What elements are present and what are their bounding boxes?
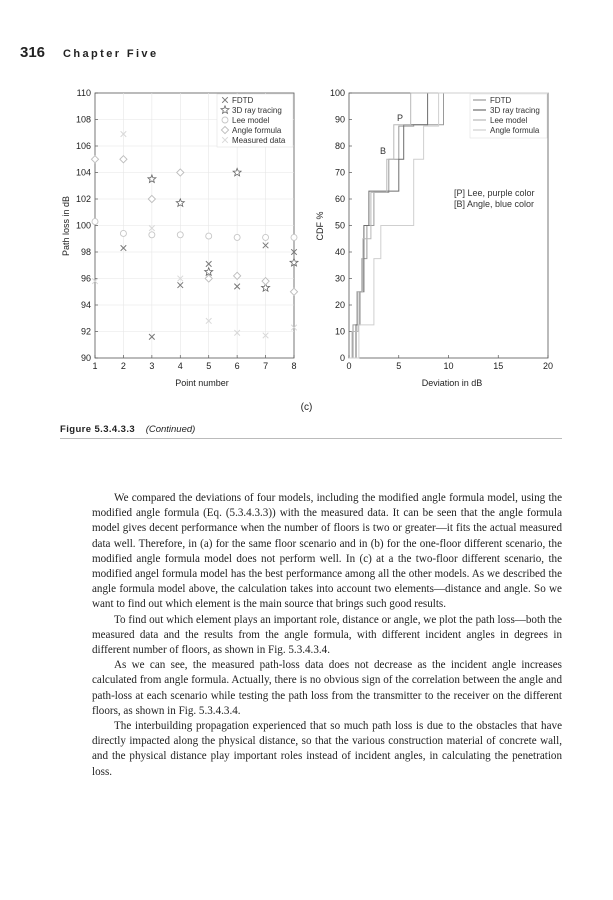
chart-right-ytick-label: 90 xyxy=(334,114,345,125)
body-text xyxy=(92,491,562,780)
chart-left-point-lee-model xyxy=(149,232,155,238)
chart-right-xlabel: Deviation in dB xyxy=(421,378,483,388)
chart-left-point-lee-model xyxy=(92,219,98,225)
figure-charts xyxy=(0,0,613,420)
chart-left-ytick-label: 92 xyxy=(80,326,91,337)
chart-right-xtick-label: 0 xyxy=(346,361,352,371)
paragraph-3: As we can see, the measured path-loss data does not decrease as the incident angle increases calculated from angle formula. Actually, there is no obvious sign of the correlation between the angle and path-loss at each scenario while testing the path loss from the transmitter to the receiver on the different floors, as shown in Fig. 5.3.4.3.4. xyxy=(92,659,562,717)
chart-left-xtick-label: 6 xyxy=(234,361,240,371)
chart-right-ytick-label: 80 xyxy=(334,141,345,151)
chart-left-xtick-label: 4 xyxy=(177,361,183,371)
chart-right-xtick-label: 15 xyxy=(493,361,504,371)
chart-left-xtick-label: 7 xyxy=(263,361,269,371)
chart-right-ytick-label: 70 xyxy=(334,167,345,178)
chart-left-ytick-label: 90 xyxy=(80,353,91,363)
paragraph-2: To find out which element plays an important role, distance or angle, we plot the path loss—both the measured data and the results from the angle formula, with different incident angles in degrees in different number of floors, as shown in Fig. 5.3.4.3.4. xyxy=(92,613,562,657)
chart-left-ytick-label: 106 xyxy=(75,141,91,151)
chart-left-ytick-label: 102 xyxy=(75,194,91,204)
chart-left-legend-marker-lee-model xyxy=(222,117,228,123)
chart-left-legend xyxy=(217,94,293,147)
chart-left-legend-fdtd: FDTD xyxy=(232,96,254,105)
chart-right-ytick-label: 40 xyxy=(334,247,345,257)
chart-left-point-lee-model xyxy=(120,230,126,236)
chart-left-ytick-label: 104 xyxy=(75,167,91,178)
chart-left-point-lee-model xyxy=(206,233,212,239)
chart-left-ytick-label: 110 xyxy=(76,88,91,98)
chart-right-ytick-label: 10 xyxy=(334,326,345,337)
page-number: 316 xyxy=(20,44,46,61)
chart-left-point-lee-model xyxy=(263,234,269,240)
chart-left-point-lee-model xyxy=(291,234,297,240)
chart-right-ytick-label: 60 xyxy=(334,194,345,204)
chart-left-ytick-label: 96 xyxy=(80,273,91,284)
chart-right-ylabel: CDF % xyxy=(315,211,325,241)
chart-left-legend-measured: Measured data xyxy=(232,136,286,145)
chart-left-legend-raytracing: 3D ray tracing xyxy=(232,106,282,115)
chart-left-point-lee-model xyxy=(234,234,240,240)
figure-label: Figure 5.3.4.3.3 xyxy=(60,424,136,435)
chart-left-xtick-label: 5 xyxy=(206,361,212,371)
chart-left-xtick-label: 8 xyxy=(291,361,297,371)
chart-right-xtick-label: 20 xyxy=(542,361,554,371)
chart-left-xtick-label: 1 xyxy=(92,361,98,371)
panel-label: (c) xyxy=(300,402,313,413)
chart-right-legend xyxy=(470,94,547,138)
chart-left-ytick-label: 100 xyxy=(75,220,91,231)
paragraph-4: The interbuilding propagation experienced that so much path loss is due to the obstacles that have directly impacted along the physical distance, so that the various construction material of concrete wall, and the physical distance play important roles instead of incident angles, in calculating the penetration loss. xyxy=(92,720,562,778)
chart-left-ytick-label: 108 xyxy=(75,114,91,125)
chart-left-point-lee-model xyxy=(177,232,183,238)
chart-left-ytick-label: 98 xyxy=(80,247,91,257)
chart-left-ytick-label: 94 xyxy=(80,300,91,310)
chart-right-legend-angle: Angle formula xyxy=(490,126,540,135)
chart-left-xtick-label: 3 xyxy=(149,361,155,371)
paragraph-1: We compared the deviations of four models, including the modified angle formula model, using the modified angle formula (Eq. (5.3.4.3.3)) with the measured data. It can be seen that the angle formula model gives decent performance when the number of floors is two or greater—it fits the actual measured data well. Therefore, in (a) for the same floor scenario and in (b) for the one-floor different scenario, the modified angle formula model does not perform well. In (c) at a the two-floor different scenario, the modified angel formula model has the best performance among all the other models. As we described the angle formula model above, the calculation takes into account two elements—distance and angle. So we want to find out which element is the main source that brings such good results. xyxy=(92,492,562,611)
chart-right-ytick-label: 20 xyxy=(334,300,345,310)
chart-left-legend-lee: Lee model xyxy=(232,116,270,125)
chart-left-legend-angle: Angle formula xyxy=(232,126,282,135)
caption-rule xyxy=(60,438,562,439)
chart-right-ytick-label: 100 xyxy=(329,88,345,98)
chart-right-note-lee: [P] Lee, purple color xyxy=(454,188,535,198)
chart-right-legend-raytracing: 3D ray tracing xyxy=(490,106,540,115)
chart-right xyxy=(315,88,553,388)
chart-left-xlabel: Point number xyxy=(175,378,229,388)
chart-right-legend-lee: Lee model xyxy=(490,116,528,125)
chart-right-ytick-label: 30 xyxy=(334,273,345,284)
chart-right-note-angle: [B] Angle, blue color xyxy=(454,199,535,209)
chart-right-xtick-label: 10 xyxy=(443,361,454,371)
chart-right-ytick-label: 0 xyxy=(339,353,345,363)
figure-note: (Continued) xyxy=(145,424,196,435)
chart-right-label-p: P xyxy=(397,113,404,123)
chart-left-xtick-label: 2 xyxy=(120,361,126,371)
chart-left xyxy=(61,88,298,388)
chart-left-ylabel: Path loss in dB xyxy=(61,195,71,257)
chapter-title: Chapter Five xyxy=(63,48,159,60)
chart-right-xtick-label: 5 xyxy=(396,361,402,371)
chart-right-label-b: B xyxy=(380,146,387,156)
chart-right-legend-fdtd: FDTD xyxy=(490,96,512,105)
figure-caption xyxy=(60,424,195,435)
chart-right-ytick-label: 50 xyxy=(334,220,345,231)
